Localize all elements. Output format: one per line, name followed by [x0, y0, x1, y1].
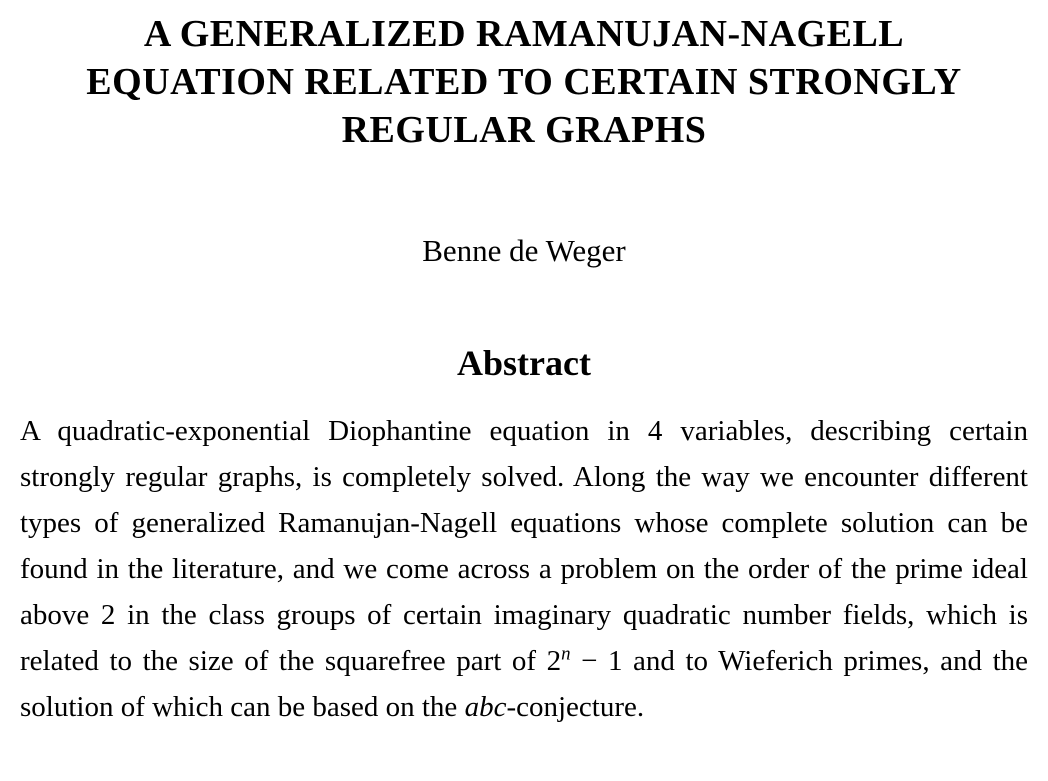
- abstract-body: [20, 408, 1028, 730]
- abstract-text-part3: -conjecture.: [506, 691, 645, 723]
- abstract-heading: Abstract: [457, 343, 591, 383]
- math-power-expression: [547, 645, 571, 677]
- title-line-2: EQUATION RELATED TO CERTAIN STRONGLY: [86, 61, 962, 103]
- title-line-1: A GENERALIZED RAMANUJAN-NAGELL: [143, 13, 905, 55]
- title-line-3: REGULAR GRAPHS: [341, 109, 707, 151]
- math-base: 2: [546, 645, 562, 677]
- paper-title: [20, 10, 1028, 154]
- abstract-text-part1: A quadratic-exponential Diophantine equation in 4 variables, describing certain strongly regular graphs, is completely solved. Along the way we encounter different types of generalized Ramanujan-Nagell equations whose complete solution can be found in the literature, and we come across a problem on the order of the prime ideal above 2 in the class groups of certain imaginary quadratic number fields, which is related to the size of the squarefree part of: [20, 415, 1028, 677]
- author-name: Benne de Weger: [422, 233, 626, 268]
- abc-conjecture-term: abc: [464, 691, 507, 723]
- math-exponent: n: [561, 643, 571, 665]
- abstract-text-part2: − 1 and to Wieferich primes, and the solution of which can be based on the: [20, 645, 1029, 723]
